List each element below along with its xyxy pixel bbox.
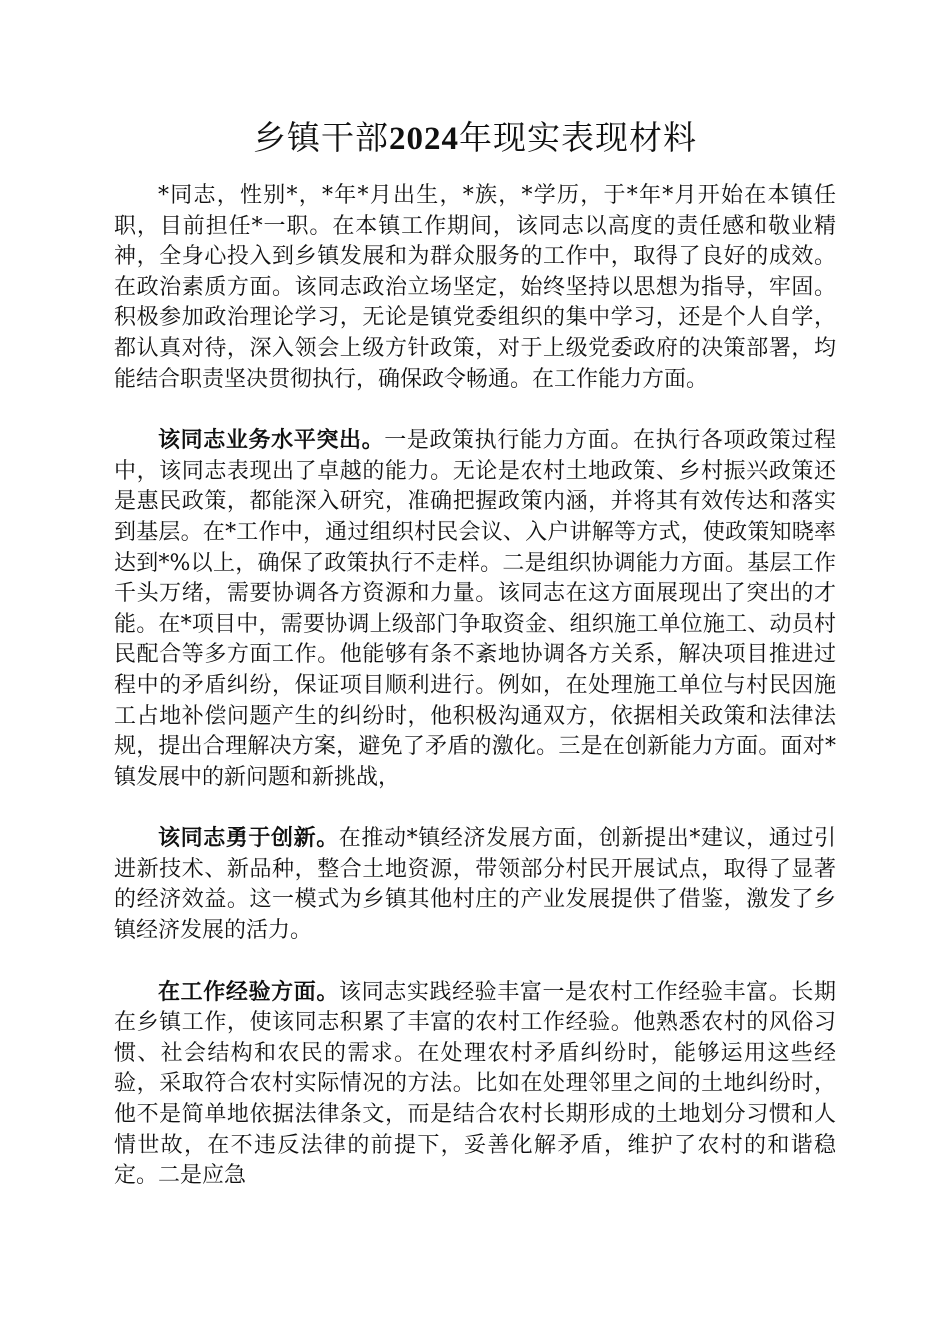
paragraph-text: 在推动*镇经济发展方面，创新提出*建议，通过引进新技术、新品种，整合土地资源，带领部分村民开展试点，取得了显著的经济效益。这一模式为乡镇其他村庄的产业发展提供了借鉴，激发了乡镇经济发展的活力。 bbox=[114, 826, 836, 944]
document-page bbox=[114, 108, 836, 1222]
title-year: 2024 bbox=[389, 121, 459, 157]
paragraph-text: 该同志实践经验丰富一是农村工作经验丰富。长期在乡镇工作，使该同志积累了丰富的农村工作经验。他熟悉农村的风俗习惯、社会结构和农民的需求。在处理农村矛盾纠纷时，能够运用这些经验，采取符合农村实际情况的方法。比如在处理邻里之间的土地纠纷时，他不是简单地依据法律条文，而是结合农村长期形成的土地划分习惯和人情世故，在不违反法律的前提下，妥善化解矛盾，维护了农村的和谐稳定。二是应急 bbox=[114, 979, 836, 1189]
paragraph-innovation bbox=[114, 823, 836, 946]
paragraph-lead: 该同志勇于创新。 bbox=[158, 825, 339, 852]
title-suffix: 年现实表现材料 bbox=[459, 118, 697, 157]
document-title bbox=[114, 108, 836, 169]
title-prefix: 乡镇干部 bbox=[253, 118, 389, 157]
paragraph-business-level bbox=[114, 425, 836, 793]
paragraph-text: *同志，性别*，*年*月出生，*族，*学历，于*年*月开始在本镇任职，目前担任*一职。在本镇工作期间，该同志以高度的责任感和敬业精神，全身心投入到乡镇发展和为群众服务的工作中，取得了良好的成效。在政治素质方面。该同志政治立场坚定，始终坚持以思想为指导，牢固。积极参加政治理论学习，无论是镇党委组织的集中学习，还是个人自学，都认真对待，深入领会上级方针政策，对于上级党委政府的决策部署，均能结合职责坚决贯彻执行，确保政令畅通。在工作能力方面。 bbox=[114, 183, 836, 392]
paragraph-experience bbox=[114, 977, 836, 1192]
paragraph-intro bbox=[114, 181, 836, 395]
paragraph-lead: 在工作经验方面。 bbox=[158, 978, 339, 1005]
paragraph-text: 一是政策执行能力方面。在执行各项政策过程中，该同志表现出了卓越的能力。无论是农村土地政策、乡村振兴政策还是惠民政策，都能深入研究，准确把握政策内涵，并将其有效传达和落实到基层。在*工作中，通过组织村民会议、入户讲解等方式，使政策知晓率达到*%以上，确保了政策执行不走样。二是组织协调能力方面。基层工作千头万绪，需要协调各方资源和力量。该同志在这方面展现出了突出的才能。在*项目中，需要协调上级部门争取资金、组织施工单位施工、动员村民配合等多方面工作。他能够有条不紊地协调各方关系，解决项目推进过程中的矛盾纠纷，保证项目顺利进行。例如，在处理施工单位与村民因施工占地补偿问题产生的纠纷时，他积极沟通双方，依据相关政策和法律法规，提出合理解决方案，避免了矛盾的激化。三是在创新能力方面。面对*镇发展中的新问题和新挑战， bbox=[114, 428, 836, 790]
paragraph-lead: 该同志业务水平突出。 bbox=[158, 427, 385, 454]
